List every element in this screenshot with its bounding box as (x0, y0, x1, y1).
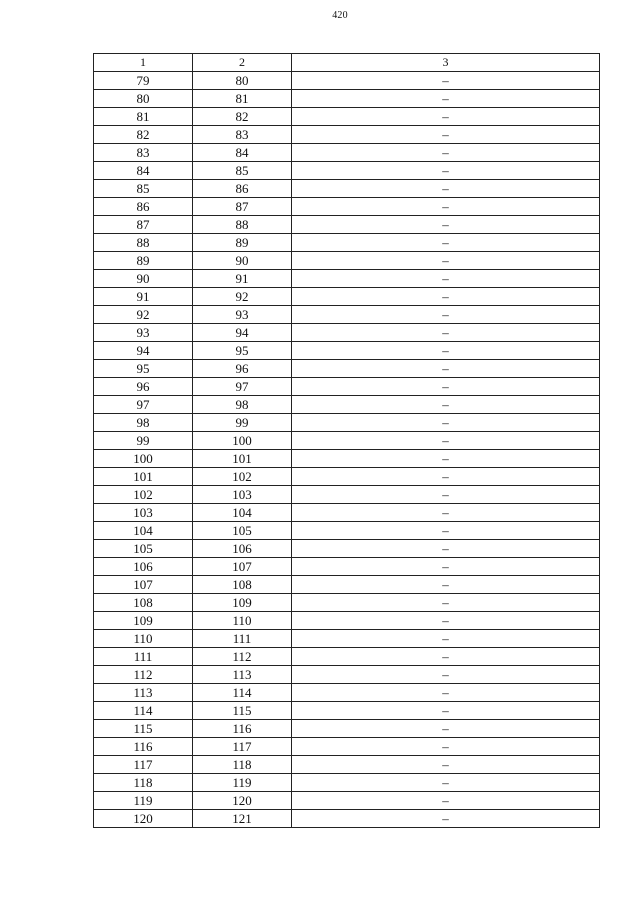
table-cell-col-1: 103 (94, 504, 193, 522)
table-cell-col-2: 110 (193, 612, 292, 630)
table-row (94, 756, 600, 774)
table-row (94, 162, 600, 180)
table-cell-col-1: 82 (94, 126, 193, 144)
table-cell-col-1: 92 (94, 306, 193, 324)
table-cell-col-3: – (292, 630, 600, 648)
table-row (94, 216, 600, 234)
table-row (94, 666, 600, 684)
table-cell-col-3: – (292, 216, 600, 234)
table-row (94, 612, 600, 630)
table-cell-col-1: 118 (94, 774, 193, 792)
table-cell-col-2: 112 (193, 648, 292, 666)
table-cell-col-1: 90 (94, 270, 193, 288)
table-row (94, 720, 600, 738)
table-cell-col-1: 80 (94, 90, 193, 108)
column-header-1: 1 (94, 54, 193, 72)
table-cell-col-2: 117 (193, 738, 292, 756)
table-cell-col-2: 83 (193, 126, 292, 144)
table-cell-col-2: 93 (193, 306, 292, 324)
table-cell-col-3: – (292, 252, 600, 270)
table-row (94, 432, 600, 450)
table-cell-col-1: 91 (94, 288, 193, 306)
table-row (94, 450, 600, 468)
table-cell-col-1: 102 (94, 486, 193, 504)
table-cell-col-3: – (292, 486, 600, 504)
table-cell-col-1: 98 (94, 414, 193, 432)
table-cell-col-3: – (292, 342, 600, 360)
table-cell-col-2: 97 (193, 378, 292, 396)
table-cell-col-3: – (292, 576, 600, 594)
table-cell-col-3: – (292, 450, 600, 468)
table-cell-col-2: 114 (193, 684, 292, 702)
table-cell-col-3: – (292, 234, 600, 252)
table-cell-col-2: 109 (193, 594, 292, 612)
table-row (94, 522, 600, 540)
table-cell-col-2: 116 (193, 720, 292, 738)
table-cell-col-3: – (292, 666, 600, 684)
table-cell-col-2: 81 (193, 90, 292, 108)
table-cell-col-2: 118 (193, 756, 292, 774)
table-row (94, 810, 600, 828)
table-cell-col-3: – (292, 432, 600, 450)
page-number: 420 (332, 10, 348, 21)
table-row (94, 378, 600, 396)
table-cell-col-3: – (292, 522, 600, 540)
table-row (94, 342, 600, 360)
table-cell-col-1: 86 (94, 198, 193, 216)
table-cell-col-1: 100 (94, 450, 193, 468)
table-row (94, 468, 600, 486)
table-cell-col-2: 99 (193, 414, 292, 432)
table-row (94, 144, 600, 162)
column-header-3: 3 (292, 54, 600, 72)
column-header-2: 2 (193, 54, 292, 72)
table-row (94, 108, 600, 126)
table-row (94, 684, 600, 702)
table-cell-col-3: – (292, 540, 600, 558)
table-cell-col-1: 95 (94, 360, 193, 378)
table-cell-col-3: – (292, 702, 600, 720)
table-cell-col-1: 85 (94, 180, 193, 198)
table-cell-col-2: 91 (193, 270, 292, 288)
table-cell-col-3: – (292, 720, 600, 738)
table-cell-col-2: 119 (193, 774, 292, 792)
table-cell-col-2: 90 (193, 252, 292, 270)
table-cell-col-2: 113 (193, 666, 292, 684)
table-header-row (94, 54, 600, 72)
table-cell-col-2: 88 (193, 216, 292, 234)
table-cell-col-1: 79 (94, 72, 193, 90)
table-cell-col-2: 108 (193, 576, 292, 594)
table-cell-col-3: – (292, 792, 600, 810)
table-cell-col-3: – (292, 288, 600, 306)
table-cell-col-3: – (292, 414, 600, 432)
table-cell-col-3: – (292, 810, 600, 828)
table-row (94, 414, 600, 432)
table-cell-col-1: 84 (94, 162, 193, 180)
table-cell-col-3: – (292, 738, 600, 756)
table-cell-col-2: 120 (193, 792, 292, 810)
table-cell-col-2: 89 (193, 234, 292, 252)
table-cell-col-2: 105 (193, 522, 292, 540)
table-cell-col-3: – (292, 684, 600, 702)
table-cell-col-3: – (292, 162, 600, 180)
table-cell-col-1: 112 (94, 666, 193, 684)
table-cell-col-1: 114 (94, 702, 193, 720)
table-cell-col-1: 113 (94, 684, 193, 702)
table-cell-col-1: 101 (94, 468, 193, 486)
table-row (94, 198, 600, 216)
table-cell-col-1: 94 (94, 342, 193, 360)
table-cell-col-1: 88 (94, 234, 193, 252)
table-cell-col-1: 96 (94, 378, 193, 396)
table-cell-col-2: 98 (193, 396, 292, 414)
table-cell-col-3: – (292, 378, 600, 396)
table-cell-col-3: – (292, 270, 600, 288)
table-row (94, 288, 600, 306)
table-cell-col-2: 94 (193, 324, 292, 342)
table-cell-col-2: 92 (193, 288, 292, 306)
table-row (94, 576, 600, 594)
table-cell-col-3: – (292, 756, 600, 774)
table-cell-col-1: 83 (94, 144, 193, 162)
table-cell-col-2: 82 (193, 108, 292, 126)
table-row (94, 180, 600, 198)
table-cell-col-3: – (292, 504, 600, 522)
table-cell-col-3: – (292, 648, 600, 666)
table-cell-col-1: 115 (94, 720, 193, 738)
table-cell-col-1: 120 (94, 810, 193, 828)
table-row (94, 486, 600, 504)
table-cell-col-2: 104 (193, 504, 292, 522)
table-cell-col-2: 107 (193, 558, 292, 576)
table-cell-col-3: – (292, 468, 600, 486)
table-cell-col-2: 106 (193, 540, 292, 558)
table-cell-col-1: 109 (94, 612, 193, 630)
table-cell-col-1: 104 (94, 522, 193, 540)
table-row (94, 540, 600, 558)
table-row (94, 72, 600, 90)
table-cell-col-1: 93 (94, 324, 193, 342)
table-row (94, 792, 600, 810)
table-cell-col-1: 111 (94, 648, 193, 666)
table-cell-col-2: 87 (193, 198, 292, 216)
table-row (94, 594, 600, 612)
table-cell-col-3: – (292, 396, 600, 414)
table-cell-col-1: 87 (94, 216, 193, 234)
table-cell-col-1: 106 (94, 558, 193, 576)
table-row (94, 306, 600, 324)
table-cell-col-1: 110 (94, 630, 193, 648)
table-cell-col-2: 95 (193, 342, 292, 360)
table-cell-col-1: 97 (94, 396, 193, 414)
table-cell-col-3: – (292, 306, 600, 324)
table-cell-col-2: 102 (193, 468, 292, 486)
table-cell-col-3: – (292, 324, 600, 342)
table-cell-col-2: 103 (193, 486, 292, 504)
table-cell-col-3: – (292, 180, 600, 198)
table-cell-col-1: 107 (94, 576, 193, 594)
table-cell-col-2: 115 (193, 702, 292, 720)
table-cell-col-3: – (292, 558, 600, 576)
table-cell-col-3: – (292, 126, 600, 144)
table-cell-col-3: – (292, 594, 600, 612)
table-cell-col-3: – (292, 360, 600, 378)
table-row (94, 738, 600, 756)
table-cell-col-1: 116 (94, 738, 193, 756)
table-cell-col-1: 81 (94, 108, 193, 126)
table-cell-col-2: 84 (193, 144, 292, 162)
table-row (94, 252, 600, 270)
table-cell-col-1: 119 (94, 792, 193, 810)
table-cell-col-3: – (292, 72, 600, 90)
table-cell-col-2: 121 (193, 810, 292, 828)
table-row (94, 90, 600, 108)
table-row (94, 558, 600, 576)
data-table (93, 53, 600, 828)
table-cell-col-2: 100 (193, 432, 292, 450)
table-cell-col-2: 86 (193, 180, 292, 198)
table-cell-col-3: – (292, 90, 600, 108)
table-cell-col-3: – (292, 144, 600, 162)
table-row (94, 702, 600, 720)
table-cell-col-3: – (292, 108, 600, 126)
table-cell-col-1: 89 (94, 252, 193, 270)
table-body (94, 72, 600, 828)
table-row (94, 234, 600, 252)
table-row (94, 360, 600, 378)
table-row (94, 504, 600, 522)
table-cell-col-2: 85 (193, 162, 292, 180)
table-row (94, 648, 600, 666)
table-cell-col-2: 80 (193, 72, 292, 90)
table-row (94, 270, 600, 288)
table-cell-col-1: 108 (94, 594, 193, 612)
table-row (94, 324, 600, 342)
table-cell-col-1: 105 (94, 540, 193, 558)
table-row (94, 630, 600, 648)
table-cell-col-2: 96 (193, 360, 292, 378)
table-cell-col-1: 117 (94, 756, 193, 774)
table-cell-col-3: – (292, 774, 600, 792)
table-cell-col-3: – (292, 612, 600, 630)
table-row (94, 126, 600, 144)
table-cell-col-2: 101 (193, 450, 292, 468)
table-cell-col-2: 111 (193, 630, 292, 648)
table-row (94, 396, 600, 414)
table-row (94, 774, 600, 792)
table-cell-col-1: 99 (94, 432, 193, 450)
table-cell-col-3: – (292, 198, 600, 216)
